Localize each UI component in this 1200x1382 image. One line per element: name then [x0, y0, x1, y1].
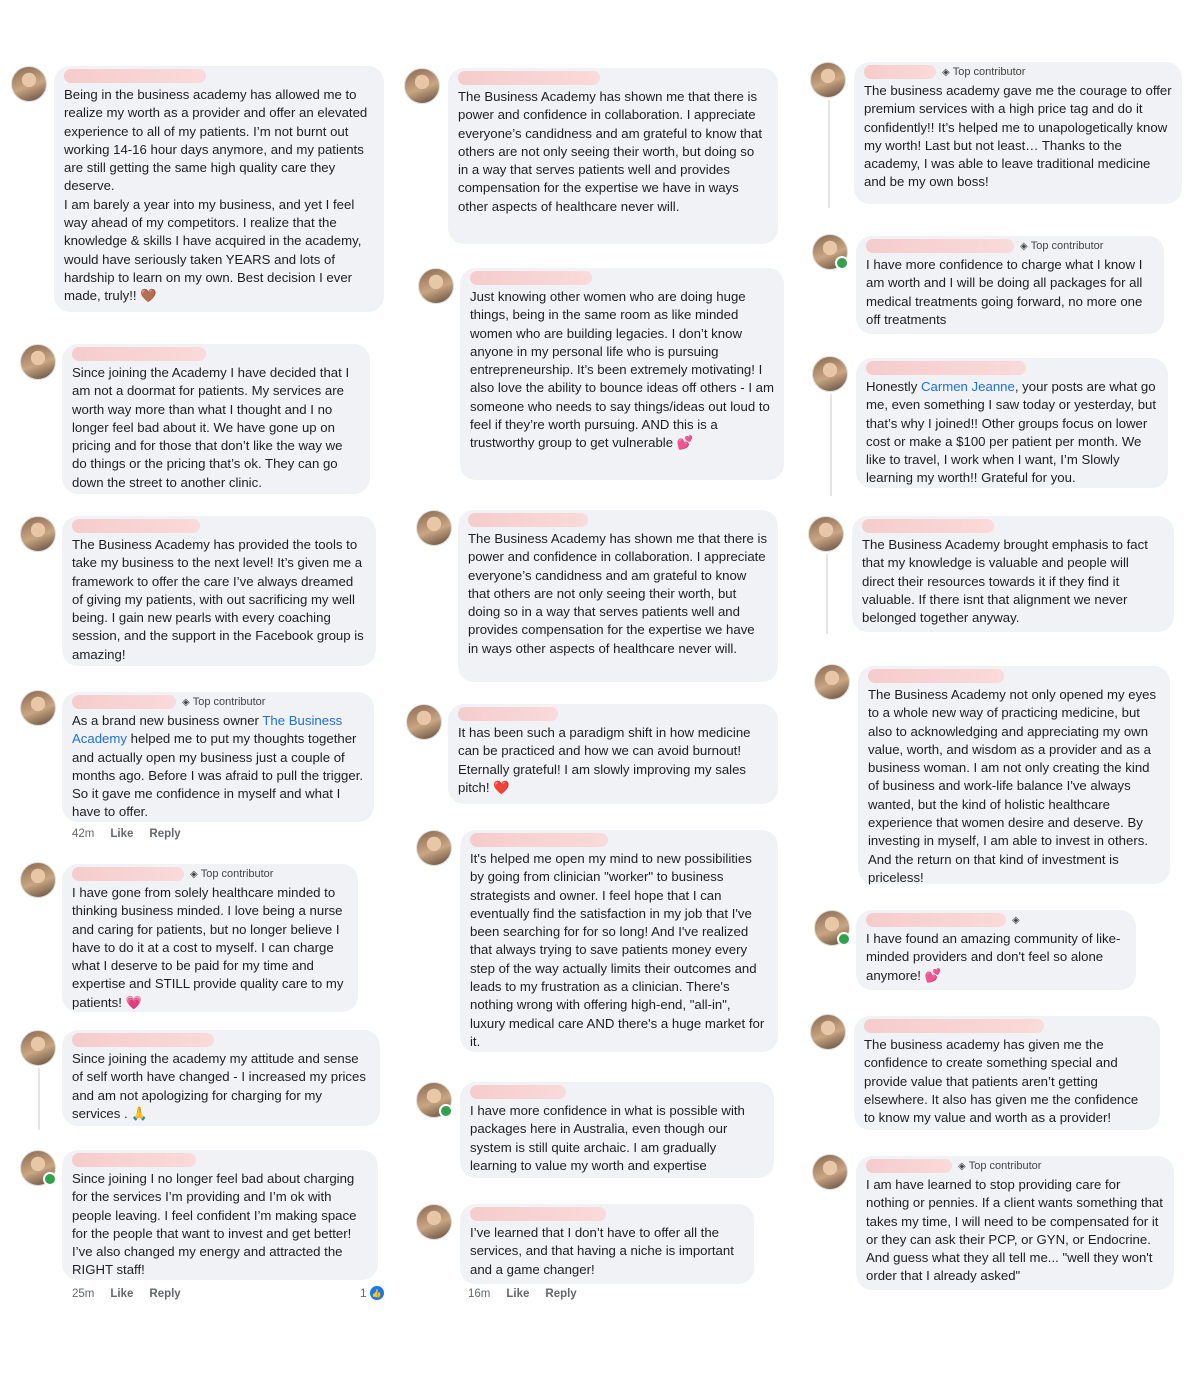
author-name-redacted[interactable] — [72, 347, 206, 361]
comment-text: Being in the business academy has allowed me to realize my worth as a provider and offer an elevated experience to all of my patients. I’m not burnt out working 14-16 hour days anymore, and my patients are still getting the same high quality care they deserve. I am barely a year into my business, and yet I feel way ahead of my competitors. I realize that the knowledge & skills I have acquired in the academy, would have seriously taken YEARS and lots of hardship to learn on my own. Best decision I ever made, truly!! 🤎 — [64, 87, 368, 304]
comment-text: The business academy gave me the courage to offer premium services with a high price tag and do it confidently!! It’s helped me to unapologetically know my worth! Last but not least… Thanks to the academy, I was able to leave traditional medicine and be my own boss! — [864, 83, 1172, 190]
reply-thread-line — [38, 1068, 40, 1130]
top-contributor-badge: ◈ Top contributor — [190, 868, 274, 880]
comment-actions — [468, 1288, 577, 1300]
comment-bubble — [854, 1016, 1160, 1130]
comment-bubble — [858, 666, 1170, 884]
comment-text: It's helped me open my mind to new possibilities by going from clinician "worker" to business strategists and owner. I feel hope that I can eventually find the satisfaction in my job that I've been searching for for so long! And I've realized that always trying to save patients money every step of the way actually limits their outcomes and leads to my frustration as a clinician. There's nothing wrong with offering high-end, "all-in", luxury medical care AND there's a huge market for it. — [470, 851, 765, 1049]
reply-thread-line — [828, 100, 830, 208]
comment-text: The business academy has given me the confidence to create something special and provide value that patients aren’t getting elsewhere. It also has given me the confidence to know my value and worth as a provider! — [864, 1037, 1139, 1126]
reaction-count: 1 — [360, 1286, 367, 1300]
comment-bubble — [448, 68, 778, 244]
avatar[interactable] — [810, 1014, 846, 1050]
avatar[interactable] — [416, 1082, 452, 1118]
top-contributor-badge: ◈ Top contributor — [182, 696, 266, 708]
comment-bubble — [54, 66, 384, 312]
avatar[interactable] — [814, 664, 850, 700]
author-name-redacted[interactable] — [866, 361, 1026, 375]
comment-bubble — [62, 344, 370, 494]
comment-bubble — [856, 910, 1136, 990]
avatar[interactable] — [404, 68, 440, 104]
avatar[interactable] — [418, 268, 454, 304]
comment-text: I have gone from solely healthcare minded to thinking business minded. I love being a nurse and caring for patients, but no longer believe I have to do it at a cost to myself. I can charge what I deserve to be paid for my time and expertise and STILL provide quality care to my patients! 💗 — [72, 885, 344, 1010]
reply-button[interactable]: Reply — [149, 1288, 181, 1300]
badge-icon: ◈ — [1020, 240, 1028, 252]
avatar[interactable] — [20, 862, 56, 898]
comment-text: The Business Academy has shown me that there is power and confidence in collaboration. I appreciate everyone’s candidness and am grateful to know that others are not only seeing their worth, but doing so in a way that serves patients well and provides compensation for the expertise we have in ways other aspects of healthcare never will. — [468, 531, 768, 656]
avatar[interactable] — [810, 62, 846, 98]
comment-text: The Business Academy has shown me that there is power and confidence in collaboration. I appreciate everyone’s candidness and am grateful to know that others are not only seeing their worth, but doing so in a way that serves patients well and provides compensation for the expertise we have in ways other aspects of healthcare never will. — [458, 89, 762, 214]
like-button[interactable]: Like — [506, 1288, 530, 1300]
author-name-redacted[interactable] — [866, 239, 1014, 253]
comment-bubble — [460, 1082, 774, 1178]
mention-link[interactable]: The Business Academy — [72, 713, 343, 747]
comment-text: The Business Academy brought emphasis to fact that my knowledge is valuable and people will direct their resources towards it if they find it valuable. If there isnt that alignment we never belonged together anyway. — [862, 537, 1148, 626]
author-name-redacted[interactable] — [470, 271, 592, 285]
comment-bubble — [448, 704, 778, 804]
avatar[interactable] — [20, 516, 56, 552]
comment-text: Since joining the academy my attitude and sense of self worth have changed - I increased my prices and am not apologizing for charging for my services . 🙏 — [72, 1051, 366, 1121]
comment-text: Just knowing other women who are doing huge things, being in the same room as like minded women who are building legacies. I don’t know anyone in my personal life who is pursuing entrepreneurship. It’s been extremely motivating! I also love the ability to bounce ideas off others - I am someone who needs to say things/ideas out loud to feel if they’re worth pursuing. AND this is a trustworthy group to get vulnerable 💕 — [470, 289, 774, 451]
comment-text: I am have learned to stop providing care for nothing or pennies. If a client wants something that takes my time, I will need to be compensated for it or they can ask their PCP, or GYN, or Endocrine. And guess what they all tell me... "well they won't order that I already asked" — [866, 1177, 1163, 1284]
badge-icon: ◈ — [958, 1160, 966, 1172]
author-name-redacted[interactable] — [468, 513, 588, 527]
avatar[interactable] — [812, 1154, 848, 1190]
avatar[interactable] — [11, 66, 47, 102]
author-name-redacted[interactable] — [470, 1085, 566, 1099]
author-name-redacted[interactable] — [864, 1019, 1044, 1033]
author-name-redacted[interactable] — [72, 519, 200, 533]
author-name-redacted[interactable] — [458, 707, 558, 721]
reply-button[interactable]: Reply — [149, 828, 181, 840]
author-name-redacted[interactable] — [866, 1159, 952, 1173]
avatar[interactable] — [812, 356, 848, 392]
comment-bubble — [62, 516, 376, 666]
comment-bubble — [62, 692, 374, 822]
author-name-redacted[interactable] — [72, 867, 184, 881]
avatar[interactable] — [20, 690, 56, 726]
reaction-summary[interactable] — [360, 1286, 384, 1300]
author-name-redacted[interactable] — [72, 1153, 196, 1167]
author-name-redacted[interactable] — [72, 1033, 214, 1047]
avatar[interactable] — [20, 1030, 56, 1066]
avatar[interactable] — [20, 344, 56, 380]
comment-bubble — [62, 1030, 380, 1126]
like-button[interactable]: Like — [110, 1288, 134, 1300]
reply-thread-line — [830, 394, 832, 496]
comment-text: Since joining I no longer feel bad about charging for the services I’m providing and I’m ok with people leaving. I feel confident I’m making space for the people that want to invest and get better! I’ve also changed my energy and attracted the RIGHT staff! — [72, 1171, 357, 1278]
author-name-redacted[interactable] — [470, 833, 608, 847]
avatar[interactable] — [20, 1150, 56, 1186]
avatar[interactable] — [808, 516, 844, 552]
avatar[interactable] — [406, 704, 442, 740]
comment-text: I have more confidence in what is possible with packages here in Australia, even though our system is still quite archaic. I am gradually learning to value my worth and expertise — [470, 1103, 745, 1173]
badge-icon: ◈ — [182, 696, 190, 708]
comment-text: The Business Academy not only opened my eyes to a whole new way of practicing medicine, but also to acknowledging and appreciating my own value, worth, and wisdom as a provider and as a business woman. I am not only creating the kind of business and work-life balance I've always wanted, but the kind of holistic healthcare experience that women desire and deserve. By investing in myself, I am able to invest in others. And the return on that kind of investment is priceless! — [868, 687, 1157, 885]
badge-icon: ◈ — [190, 868, 198, 880]
comment-text: Since joining the Academy I have decided that I am not a doormat for patients. My services are worth way more than what I thought and I no longer feel bad about it. We have gone up on pricing and for those that don’t like the way we do things or the pricing that’s ok. They can go down the street to another clinic. — [72, 365, 350, 490]
comment-bubble — [458, 510, 778, 682]
comment-bubble — [856, 236, 1164, 334]
comment-bubble — [856, 358, 1168, 488]
author-name-redacted[interactable] — [64, 69, 206, 83]
avatar[interactable] — [416, 510, 452, 546]
avatar[interactable] — [416, 830, 452, 866]
comment-text: I have more confidence to charge what I know I am worth and I will be doing all packages for all medical treatments going forward, no more one off treatments — [866, 257, 1143, 327]
comment-text: I have found an amazing community of like-minded providers and don't feel so alone anymore! 💕 — [866, 931, 1121, 983]
author-name-redacted[interactable] — [868, 669, 1004, 683]
comment-text: It has been such a paradigm shift in how medicine can be practiced and how we can avoid burnout! Eternally grateful! I am slowly improving my sales pitch! ❤️ — [458, 725, 751, 795]
top-contributor-badge: ◈ Top contributor — [942, 66, 1026, 78]
badge-icon: ◈ — [942, 66, 950, 78]
comment-bubble — [854, 62, 1182, 204]
comment-bubble — [460, 268, 784, 480]
comment-actions — [72, 1288, 181, 1300]
comment-bubble — [856, 1156, 1174, 1290]
comment-bubble — [460, 830, 778, 1052]
timestamp[interactable]: 42m — [72, 828, 95, 840]
thumbs-up-icon: 👍 — [370, 1286, 384, 1300]
comment-text: I’ve learned that I don’t have to offer all the services, and that having a niche is important and a game changer! — [470, 1225, 734, 1277]
timestamp[interactable]: 25m — [72, 1288, 95, 1300]
top-contributor-badge: ◈ Top contributor — [958, 1160, 1042, 1172]
contributor-badge-icon: ◈ — [1012, 914, 1020, 926]
mention-link[interactable]: Carmen Jeanne — [920, 379, 1015, 394]
avatar[interactable] — [814, 910, 850, 946]
reply-button[interactable]: Reply — [545, 1288, 577, 1300]
like-button[interactable]: Like — [110, 828, 134, 840]
author-name-redacted[interactable] — [866, 913, 1006, 927]
comment-text: The Business Academy has provided the tools to take my business to the next level! It’s given me a framework to offer the care I’ve always dreamed of giving my patients, with out sacrificing my well being. I gain new pearls with every coaching session, and the support in the Facebook group is amazing! — [72, 537, 364, 662]
comment-bubble — [460, 1204, 754, 1284]
comment-bubble — [62, 864, 358, 1012]
avatar[interactable] — [812, 234, 848, 270]
top-contributor-badge: ◈ Top contributor — [1020, 240, 1104, 252]
author-name-redacted[interactable] — [458, 71, 600, 85]
comment-bubble — [852, 516, 1174, 632]
comment-text: As a brand new business owner The Business Academy helped me to put my thoughts together and actually open my business just a couple of months ago. Before I was afraid to pull the trigger. So it gave me confidence in myself and what I have to offer. — [72, 713, 364, 820]
comment-bubble — [62, 1150, 378, 1280]
timestamp[interactable]: 16m — [468, 1288, 491, 1300]
avatar[interactable] — [416, 1204, 452, 1240]
author-name-redacted[interactable] — [862, 519, 994, 533]
comment-text: Honestly Carmen Jeanne, your posts are what go me, even something I saw today or yesterday, but that’s why I joined!! Other groups focus on lower cost or make a $100 per patient per month. We like to travel, I work when I want, I’m Slowly learning my worth!! Grateful for you. — [866, 379, 1157, 486]
reply-thread-line — [826, 554, 828, 634]
author-name-redacted[interactable] — [864, 65, 936, 79]
author-name-redacted[interactable] — [470, 1207, 606, 1221]
comment-actions — [72, 828, 181, 840]
author-name-redacted[interactable] — [72, 695, 176, 709]
